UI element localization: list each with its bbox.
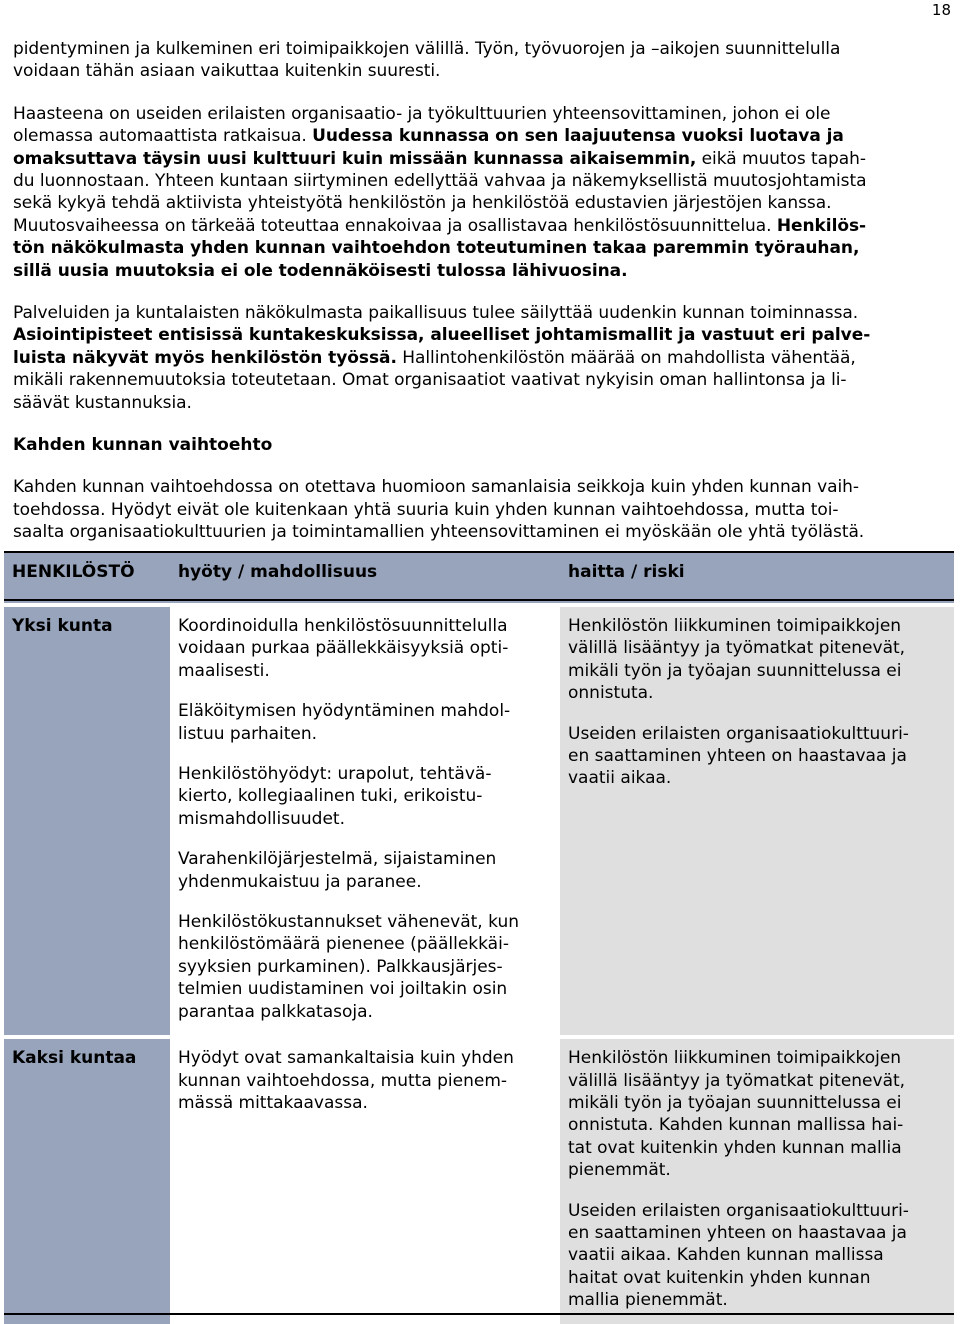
cell-line: mikäli työn ja työajan suunnittelussa ei [568,1092,902,1113]
section-paragraph [13,476,948,543]
cell-line: Hyödyt ovat samankaltaisia kuin yhden [178,1048,514,1069]
body-paragraphs [13,38,948,414]
text-line [13,260,948,282]
cell-line: Eläköitymisen hyödyntäminen mahdol- [178,701,511,722]
cell-line: kierto, kollegiaalinen tuki, erikoistu- [178,786,483,807]
cell-line: mismahdollisuudet. [178,808,345,829]
body-paragraph [13,302,948,414]
text-run: voidaan tähän asiaan vaikuttaa kuitenkin suuresti. [13,61,441,82]
text-line [13,369,948,391]
table-row-one-municipality [4,605,954,1037]
header-cell-personnel: HENKILÖSTÖ [4,553,170,605]
body-paragraph [13,38,948,83]
cell-line: haitat ovat kuitenkin yhden kunnan [568,1267,871,1288]
cell-line: Koordinoidulla henkilöstösuunnittelulla [178,616,508,636]
cell-line: kunnan vaihtoehdossa, mutta pienem- [178,1070,508,1091]
cell-line: telmien uudistaminen voi joiltakin osin [178,979,508,1000]
bold-text-run: luista näkyvät myös henkilöstön työssä. [13,347,397,368]
text-line [13,148,948,170]
header-cell-benefit: hyöty / mahdollisuus [170,553,560,605]
text-line [13,347,948,369]
header-cell-risk: haitta / riski [560,553,954,605]
bold-text-run: Henkilös- [776,215,867,236]
risk-item [568,615,946,705]
cell-line: onnistuta. Kahden kunnan mallissa hai- [568,1115,904,1136]
row-label: Yksi kunta [4,605,170,1037]
cell-line: maalisesti. [178,660,270,681]
cell-line: en saattaminen yhteen on haastavaa ja [568,746,907,767]
text-run: olemassa automaattista ratkaisua. [13,126,313,147]
bold-text-run: Uudessa kunnassa on sen laajuutensa vuoksi luotava ja [312,126,844,147]
cell-line: Useiden erilaisten organisaatiokulttuuri- [568,1200,909,1221]
bold-text-run: omaksuttava täysin uusi kulttuuri kuin missään kunnassa aikaisemmin, [13,148,697,169]
table-top-rule [4,551,954,553]
text-line: Kahden kunnan vaihtoehdossa on otettava huomioon samanlaisia seikkoja kuin yhden kunnan vaih- [13,477,859,498]
text-run: Palveluiden ja kuntalaisten näkökulmasta paikallisuus tulee säilyttää uudenkin kunnan toiminnassa. [13,303,859,324]
cell-line: Henkilöstöhyödyt: urapolut, tehtävä- [178,764,492,785]
text-line: saalta organisaatiokulttuurien ja toimintamallien yhteensovittaminen ei myöskään ole yhtä työlästä. [13,521,865,542]
text-run: pidentyminen ja kulkeminen eri toimipaikkojen välillä. Työn, työvuorojen ja –aikojen suunnittelulla [13,39,841,59]
text-run: Muutosvaiheessa on tärkeää toteuttaa ennakoivaa ja osallistavaa henkilöstösuunnittelua. [13,215,777,236]
text-line [13,392,948,414]
bold-text-run: Asiointipisteet entisissä kuntakeskuksissa, alueelliset johtamismallit ja vastuut eri palve- [13,325,871,346]
cell-line: pienemmät. [568,1160,671,1181]
row-label: Kaksi kuntaa [4,1037,170,1323]
risks-cell [560,1037,954,1323]
text-run: sekä kykyä tehdä aktiivista yhteistyötä henkilöstön ja henkilöstöä edustavien järjestöjen kanssa. [13,193,832,214]
table-row-two-municipalities [4,1037,954,1323]
cell-line: onnistuta. [568,683,654,704]
cell-line: en saattaminen yhteen on haastavaa ja [568,1222,907,1243]
section-heading: Kahden kunnan vaihtoehto [13,435,273,456]
text-line [13,215,948,237]
table-header-row [4,553,954,605]
cell-line: listuu parhaiten. [178,723,318,744]
benefits-cell [170,1037,560,1323]
risk-item [568,723,946,790]
risks-cell [560,605,954,1037]
benefit-item [178,700,552,745]
cell-line: Henkilöstökustannukset vähenevät, kun [178,912,519,933]
benefit-item [178,763,552,830]
text-line [13,324,948,346]
text-run: mikäli rakennemuutoksia toteutetaan. Omat organisaatiot vaativat nykyisin oman hallintonsa ja li- [13,370,847,391]
cell-line: mallia pienemmät. [568,1290,728,1311]
text-line [13,302,948,324]
text-run: du luonnostaan. Yhteen kuntaan siirtyminen edellyttää vahvaa ja näkemyksellistä muutosjohtamista [13,171,867,192]
cell-line: parantaa palkkatasoja. [178,1001,373,1022]
risk-item [568,1200,946,1312]
benefit-item [178,848,552,893]
benefit-item [178,911,552,1023]
cell-line: Henkilöstön liikkuminen toimipaikkojen [568,1048,902,1069]
cell-line: välillä lisääntyy ja työmatkat pitenevät, [568,1070,906,1091]
benefits-cell [170,605,560,1037]
table-bottom-rule [4,1313,954,1315]
personnel-comparison-table [4,553,954,1324]
cell-line: mikäli työn ja työajan suunnittelussa ei [568,660,902,681]
cell-line: Henkilöstön liikkuminen toimipaikkojen [568,616,902,636]
text-line [13,125,948,147]
benefit-item [178,615,552,682]
text-run: säävät kustannuksia. [13,392,192,413]
text-line [13,192,948,214]
cell-line: välillä lisääntyy ja työmatkat pitenevät, [568,638,906,659]
benefit-item [178,1047,552,1114]
page-number: 18 [931,1,951,19]
cell-line: Varahenkilöjärjestelmä, sijaistaminen [178,849,497,870]
bold-text-run: sillä uusia muutoksia ei ole todennäköisesti tulossa lähivuosina. [13,260,628,281]
text-run: eikä muutos tapah- [696,148,866,169]
text-line [13,103,948,125]
text-run: Hallintohenkilöstön määrää on mahdollista vähentää, [396,347,856,368]
cell-line: vaatii aikaa. Kahden kunnan mallissa [568,1245,884,1266]
bold-text-run: tön näkökulmasta yhden kunnan vaihtoehdon toteutuminen takaa paremmin työrauhan, [13,238,860,259]
cell-line: tat ovat kuitenkin yhden kunnan mallia [568,1137,902,1158]
table-header-rule [4,599,954,601]
cell-line: voidaan purkaa päällekkäisyyksiä opti- [178,638,509,659]
cell-line: yhdenmukaistuu ja paranee. [178,871,422,892]
body-paragraph [13,103,948,282]
text-line [13,60,948,82]
text-line [13,237,948,259]
text-line: toehdossa. Hyödyt eivät ole kuitenkaan yhtä suuria kuin yhden kunnan vaihtoehdossa, mutta toi- [13,499,839,520]
cell-line: vaatii aikaa. [568,768,672,789]
risk-item [568,1047,946,1181]
cell-line: syyksien purkaminen). Palkkausjärjes- [178,956,503,977]
text-line [13,38,948,60]
text-line [13,170,948,192]
cell-line: Useiden erilaisten organisaatiokulttuuri- [568,723,909,744]
text-run: Haasteena on useiden erilaisten organisaatio- ja työkulttuurien yhteensovittaminen, johon ei ole [13,103,831,124]
cell-line: mässä mittakaavassa. [178,1092,368,1113]
cell-line: henkilöstömäärä pienenee (päällekkäi- [178,934,509,955]
document-body [13,38,948,543]
